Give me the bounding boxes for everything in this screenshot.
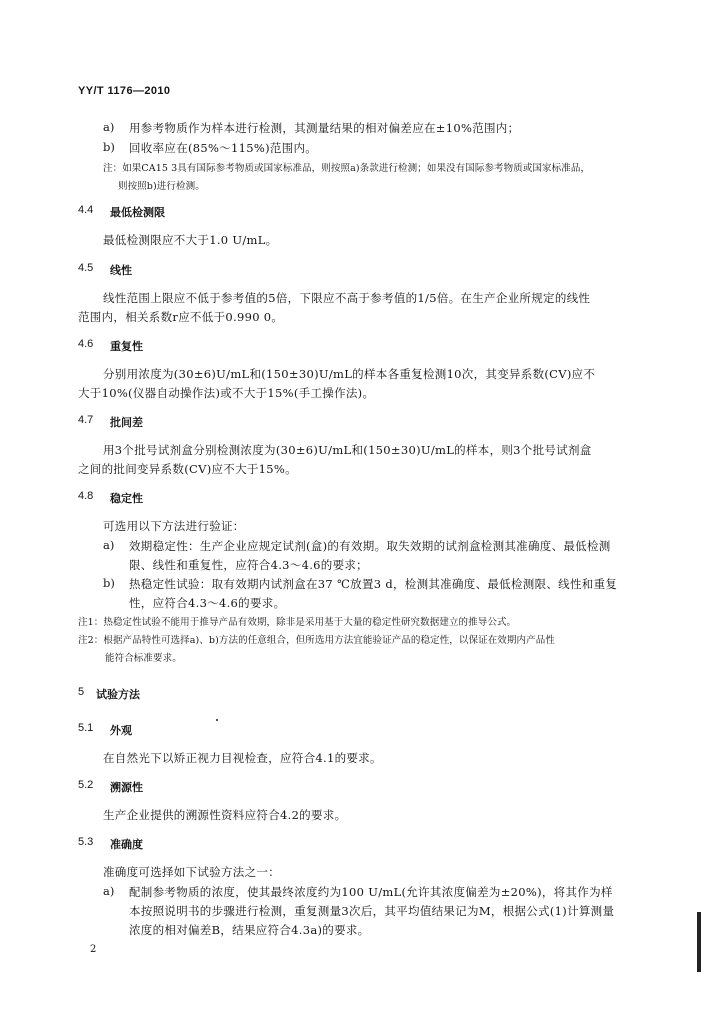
section-number: 4.4 <box>78 204 94 216</box>
section-title: 准确度 <box>110 838 143 851</box>
paragraph: 之间的批间变异系数(CV)应不大于15%。 <box>78 462 297 476</box>
note-line: 注：如果CA15 3具有国际参考物质或国家标准品，则按照a)条款进行检测；如果没有国际参考物质或国家标准品， <box>103 163 591 174</box>
section-number: 5.3 <box>78 836 94 848</box>
standard-code-header: YY/T 1176—2010 <box>78 85 171 97</box>
paragraph: 范围内，相关系数r应不低于0.990 0。 <box>78 310 284 324</box>
item-text-a: 本按照说明书的步骤进行检测，重复测量3次后，其平均值结果记为M，根据公式(1)计算测量 <box>129 904 615 918</box>
paragraph: 分别用浓度为(30±6)U/mL和(150±30)U/mL的样本各重复检测10次，其变异系数(CV)应不 <box>103 367 596 381</box>
section-title: 最低检测限 <box>110 206 165 219</box>
paragraph: 生产企业提供的溯源性资料应符合4.2的要求。 <box>103 808 347 822</box>
paragraph: 用3个批号试剂盒分别检测浓度为(30±6)U/mL和(150±30)U/mL的样本，则3个批号试剂盒 <box>103 443 592 457</box>
section-number: 4.8 <box>78 490 94 502</box>
paragraph: 准确度可选择如下试验方法之一： <box>103 865 280 879</box>
note-line: 注2：根据产品特性可选择a)、b)方法的任意组合，但所选用方法宜能验证产品的稳定性，以保证在效期内产品性 <box>78 635 555 646</box>
section-number: 5 <box>78 686 85 698</box>
section-title: 溯源性 <box>110 781 143 794</box>
section-title: 线性 <box>110 264 132 277</box>
item-text-b: 回收率应在(85%～115%)范围内。 <box>129 141 318 155</box>
item-text-a: 用参考物质作为样本进行检测，其测量结果的相对偏差应在±10%范围内； <box>129 121 520 135</box>
item-label-a: a) <box>103 120 115 134</box>
paragraph: 在自然光下以矫正视力目视检查，应符合4.1的要求。 <box>103 751 382 765</box>
item-text-b: 热稳定性试验：取有效期内试剂盒在37 ℃放置3 d，检测其准确度、最低检测限、线性和重复 <box>129 577 618 591</box>
item-label-a: a) <box>103 884 115 898</box>
paragraph: 线性范围上限应不低于参考值的5倍，下限应不高于参考值的1/5倍。在生产企业所规定的线性 <box>103 291 591 305</box>
scan-edge-bar <box>697 912 701 972</box>
section-number: 5.1 <box>78 722 94 734</box>
note-line: 能符合标准要求。 <box>105 653 182 664</box>
section-title: 批间差 <box>110 416 143 429</box>
scan-speck <box>216 719 218 721</box>
section-number: 4.7 <box>78 414 94 426</box>
page-number: 2 <box>90 944 97 955</box>
section-number: 4.6 <box>78 338 94 350</box>
section-title: 外观 <box>110 724 132 737</box>
section-number: 4.5 <box>78 262 94 274</box>
paragraph: 可选用以下方法进行验证： <box>103 519 245 533</box>
item-label-b: b) <box>103 576 115 590</box>
section-title: 稳定性 <box>110 492 143 505</box>
note-line: 则按照b)进行检测。 <box>118 181 205 192</box>
item-text-b: 性，应符合4.3～4.6的要求。 <box>129 596 286 610</box>
paragraph: 最低检测限应不大于1.0 U/mL。 <box>103 233 278 247</box>
item-label-b: b) <box>103 140 115 154</box>
section-title: 重复性 <box>110 340 143 353</box>
section-number: 5.2 <box>78 779 94 791</box>
paragraph: 大于10%(仪器自动操作法)或不大于15%(手工操作法)。 <box>78 386 375 400</box>
note-line: 注1：热稳定性试验不能用于推导产品有效期，除非是采用基于大量的稳定性研究数据建立的推导公式。 <box>78 617 517 628</box>
item-text-a: 效期稳定性：生产企业应规定试剂(盒)的有效期。取失效期的试剂盒检测其准确度、最低检测 <box>129 539 611 553</box>
item-text-a: 限、线性和重复性，应符合4.3～4.6的要求； <box>129 558 368 572</box>
section-title: 试验方法 <box>96 688 140 701</box>
item-text-a: 浓度的相对偏差B，结果应符合4.3a)的要求。 <box>129 923 370 937</box>
item-label-a: a) <box>103 538 115 552</box>
item-text-a: 配制参考物质的浓度，使其最终浓度约为100 U/mL(允许其浓度偏差为±20%)，将其作为样 <box>129 885 613 899</box>
